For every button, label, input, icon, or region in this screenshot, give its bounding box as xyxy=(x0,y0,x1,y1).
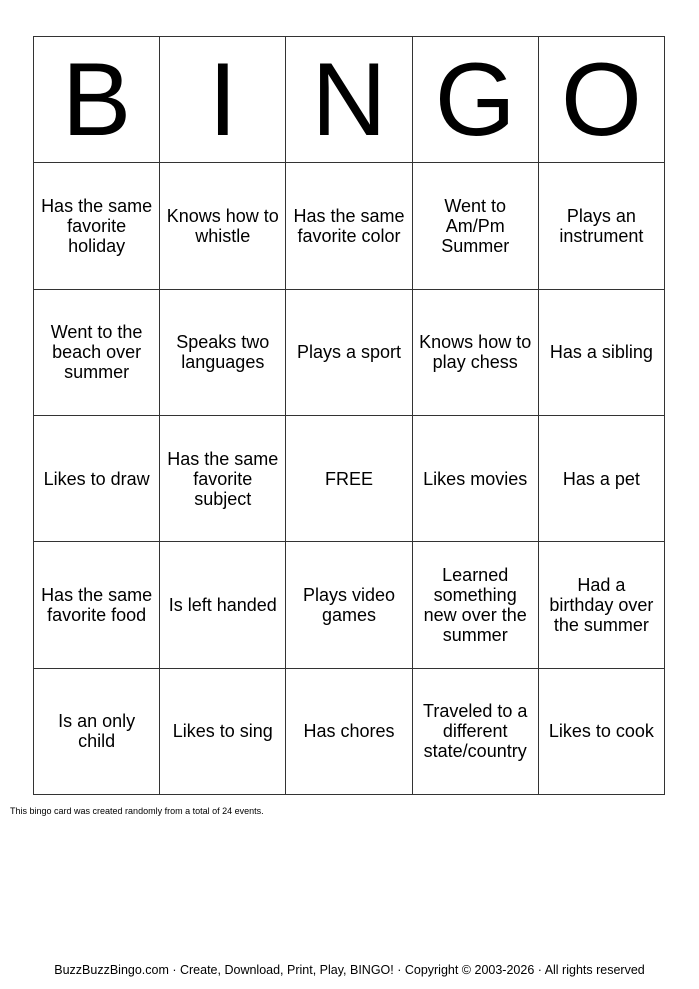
bingo-square: Has the same favorite food xyxy=(34,542,160,668)
bingo-square: Traveled to a different state/country xyxy=(413,669,539,795)
bingo-square: Knows how to play chess xyxy=(413,290,539,416)
bingo-square: Has a sibling xyxy=(539,290,665,416)
bingo-card xyxy=(33,36,665,795)
bingo-square: Went to Am/Pm Summer xyxy=(413,163,539,289)
bingo-square: Plays an instrument xyxy=(539,163,665,289)
header-letter-b: B xyxy=(34,37,160,163)
footer-text: BuzzBuzzBingo.com · Create, Download, Print, Play, BINGO! · Copyright © 2003-2026 · All rights reserved xyxy=(54,963,645,977)
free-square: FREE xyxy=(286,416,412,542)
header-letter-n: N xyxy=(286,37,412,163)
bingo-square: Learned something new over the summer xyxy=(413,542,539,668)
bingo-square: Likes to cook xyxy=(539,669,665,795)
bingo-square: Plays a sport xyxy=(286,290,412,416)
card-note: This bingo card was created randomly from a total of 24 events. xyxy=(10,806,264,816)
bingo-square: Plays video games xyxy=(286,542,412,668)
bingo-square: Went to the beach over summer xyxy=(34,290,160,416)
bingo-square: Has chores xyxy=(286,669,412,795)
bingo-square: Likes to draw xyxy=(34,416,160,542)
bingo-square: Had a birthday over the summer xyxy=(539,542,665,668)
bingo-square: Has the same favorite holiday xyxy=(34,163,160,289)
header-letter-o: O xyxy=(539,37,665,163)
bingo-square: Knows how to whistle xyxy=(160,163,286,289)
bingo-square: Is an only child xyxy=(34,669,160,795)
bingo-square: Is left handed xyxy=(160,542,286,668)
bingo-square: Speaks two languages xyxy=(160,290,286,416)
bingo-square: Has the same favorite subject xyxy=(160,416,286,542)
bingo-square: Has a pet xyxy=(539,416,665,542)
header-letter-g: G xyxy=(413,37,539,163)
bingo-square: Likes to sing xyxy=(160,669,286,795)
header-letter-i: I xyxy=(160,37,286,163)
bingo-square: Likes movies xyxy=(413,416,539,542)
bingo-square: Has the same favorite color xyxy=(286,163,412,289)
